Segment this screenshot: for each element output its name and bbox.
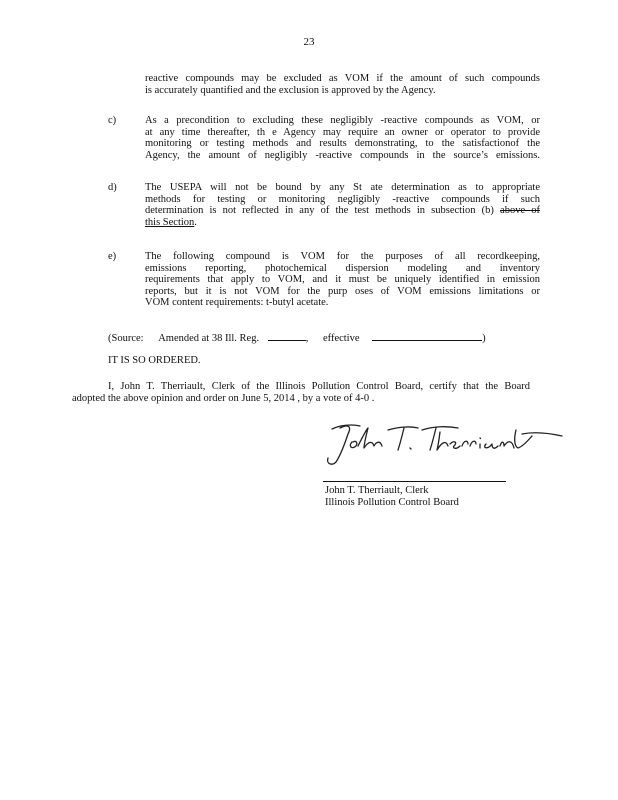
item-d-line: methods for testing or monitoring negligibly -reactive compounds if such [145, 193, 540, 205]
page-number: 23 [303, 36, 315, 48]
underlined-text: this Section [145, 216, 195, 228]
effective-date-blank [372, 331, 482, 341]
intro-line: reactive compounds may be excluded as VOM if the amount of such compounds [145, 73, 540, 84]
signature-line [323, 481, 506, 482]
item-d-line [145, 217, 540, 229]
item-c-line: As a precondition to excluding these negligibly -reactive compounds as VOM, or [145, 115, 540, 126]
item-e-line: emissions reporting, photochemical dispersion modeling and inventory [145, 262, 540, 274]
item-c-line: at any time thereafter, th e Agency may require an owner or operator to provide [145, 126, 540, 138]
item-d-label: d) [108, 182, 117, 193]
item-e-line: VOM content requirements: t-butyl acetate. [145, 297, 329, 308]
item-e-label: e) [108, 251, 117, 262]
end-punct: . [194, 216, 197, 228]
source-note [108, 331, 486, 345]
signatory-org: Illinois Pollution Control Board [325, 497, 459, 508]
item-e-line: reports, but it is not VOM for the purp oses of VOM emissions limitations or [145, 285, 540, 297]
signatory-name: John T. Therriault, Clerk [325, 485, 429, 496]
register-blank [268, 331, 306, 341]
so-ordered: IT IS SO ORDERED. [108, 355, 201, 366]
struck-text: above of [500, 205, 540, 216]
item-e-line: The following compound is VOM for the purposes of all recordkeeping, [145, 251, 540, 262]
intro-line: is accurately quantified and the exclusion is approved by the Agency. [145, 84, 436, 96]
certification-line-2: adopted the above opinion and order on June 5, 2014 , by a vote of 4-0 . [72, 393, 375, 404]
certification-line-1: I, John T. Therriault, Clerk of the Illinois Pollution Control Board, certify that the Board [108, 381, 530, 392]
item-e-paragraph [145, 251, 540, 309]
item-d-line-text: determination is not reflected in any of the test methods in subsection (b) [145, 205, 494, 216]
item-c-label: c) [108, 115, 117, 126]
item-c-line: Agency, the amount of negligibly -reactive compounds in the source’s emissions. [145, 149, 540, 161]
intro-paragraph [145, 73, 540, 96]
source-amended: Amended at 38 Ill. Reg. [158, 333, 260, 344]
item-d-line: The USEPA will not be bound by any St ate determination as to appropriate [145, 182, 540, 193]
item-c-paragraph [145, 115, 540, 161]
item-d-line [145, 205, 540, 217]
signature-image [318, 416, 568, 471]
item-d-paragraph [145, 182, 540, 228]
item-e-line: requirements that apply to VOM, and it must be uniquely identified in emission [145, 274, 540, 285]
source-effective: effective [322, 333, 360, 344]
item-c-line: monitoring or testing methods and results demonstrating, to the satisfactionof the [145, 138, 540, 149]
source-open: (Source: [108, 333, 144, 344]
source-comma: , [305, 333, 309, 344]
source-close: ) [482, 333, 486, 344]
